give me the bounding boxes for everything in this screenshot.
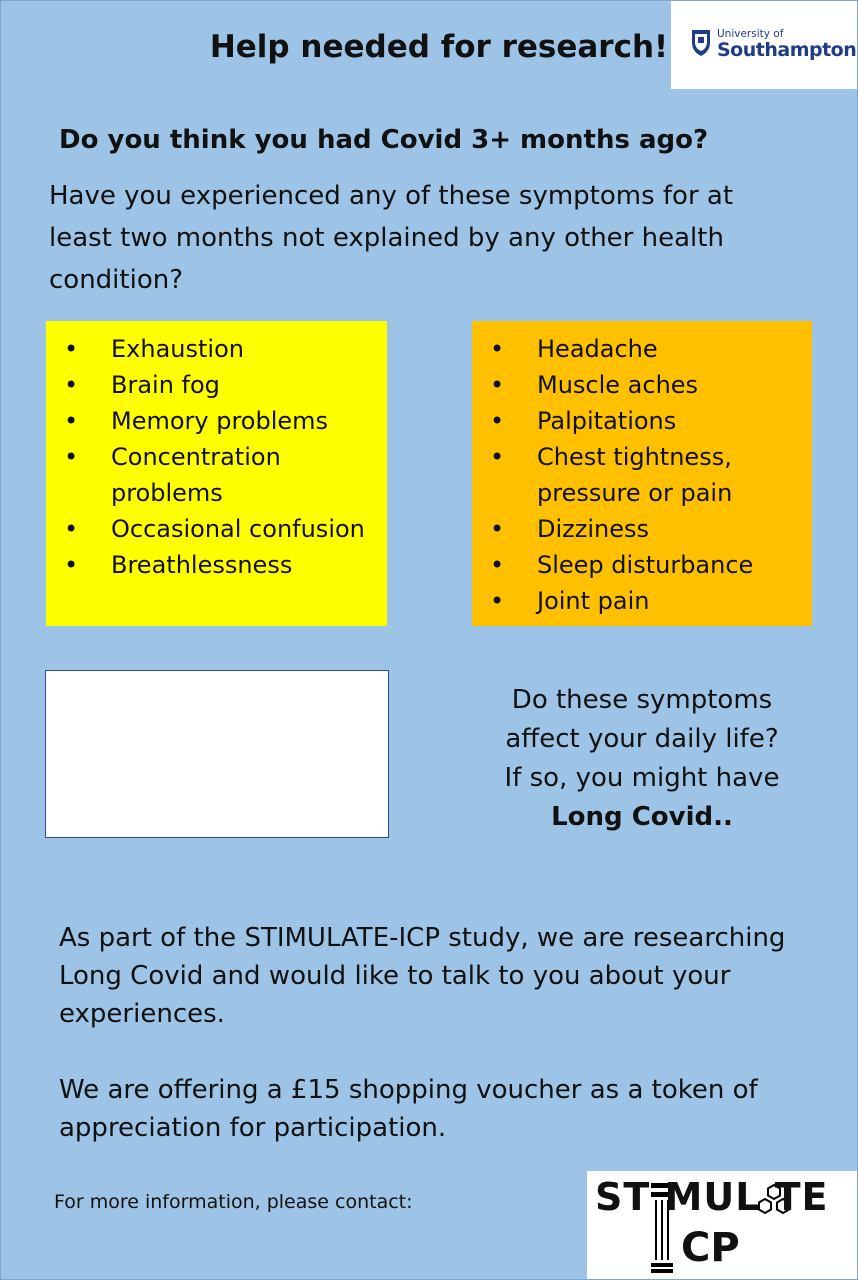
- shield-icon: [691, 29, 711, 57]
- bullet-icon: •: [64, 335, 79, 363]
- poster-title: Help needed for research!: [209, 29, 669, 65]
- affect-line-3: Long Covid..: [551, 802, 733, 832]
- list-item: • Palpitations: [472, 403, 812, 439]
- bullet-icon: •: [490, 371, 505, 399]
- study-description: As part of the STIMULATE-ICP study, we are researching Long Covid and would like to talk to you about your experiences.: [59, 923, 786, 1029]
- list-item: • Headache: [472, 331, 812, 367]
- bullet-icon: •: [490, 335, 505, 363]
- bullet-icon: •: [490, 515, 505, 543]
- contact-text: For more information, please contact:: [54, 1191, 413, 1213]
- list-item: • Concentration problems: [46, 439, 387, 511]
- bullet-icon: •: [490, 587, 505, 615]
- list-item: • Joint pain: [472, 583, 812, 619]
- list-item: • Breathlessness: [46, 547, 387, 583]
- bullet-icon: •: [64, 371, 79, 399]
- bullet-icon: •: [64, 551, 79, 579]
- bullet-icon: •: [64, 407, 79, 435]
- symptom-list-right: [472, 321, 812, 626]
- symptom-question: Have you experienced any of these symptoms for at least two months not explained by any other health condition?: [49, 181, 734, 295]
- list-item: • Brain fog: [46, 367, 387, 403]
- long-covid-prompt: [472, 681, 812, 837]
- logo-line-big: Southampton: [717, 39, 857, 61]
- symptom-list-left: [46, 321, 387, 626]
- icp-wordmark: CP: [681, 1225, 740, 1271]
- voucher-offer: We are offering a £15 shopping voucher as a token of appreciation for participation.: [59, 1075, 758, 1143]
- bullet-icon: •: [64, 515, 79, 543]
- affect-line-2: If so, you might have: [504, 763, 780, 793]
- list-item: • Chest tightness, pressure or pain: [472, 439, 812, 511]
- bullet-icon: •: [490, 443, 505, 471]
- university-logo: [671, 1, 858, 89]
- list-item: • Dizziness: [472, 511, 812, 547]
- bullet-icon: •: [490, 551, 505, 579]
- list-item: • Memory problems: [46, 403, 387, 439]
- list-item: • Occasional confusion: [46, 511, 387, 547]
- list-item: • Sleep disturbance: [472, 547, 812, 583]
- stimulate-wordmark: ST MUL TE: [595, 1175, 829, 1219]
- image-placeholder: [45, 670, 389, 838]
- covid-question: Do you think you had Covid 3+ months ago?: [59, 125, 709, 155]
- logo-line-small: University of: [717, 28, 784, 40]
- bullet-icon: •: [490, 407, 505, 435]
- stimulate-icp-logo: [587, 1171, 857, 1279]
- bullet-icon: •: [64, 443, 79, 471]
- affect-line-1: Do these symptoms affect your daily life?: [505, 685, 779, 754]
- list-item: • Exhaustion: [46, 331, 387, 367]
- list-item: • Muscle aches: [472, 367, 812, 403]
